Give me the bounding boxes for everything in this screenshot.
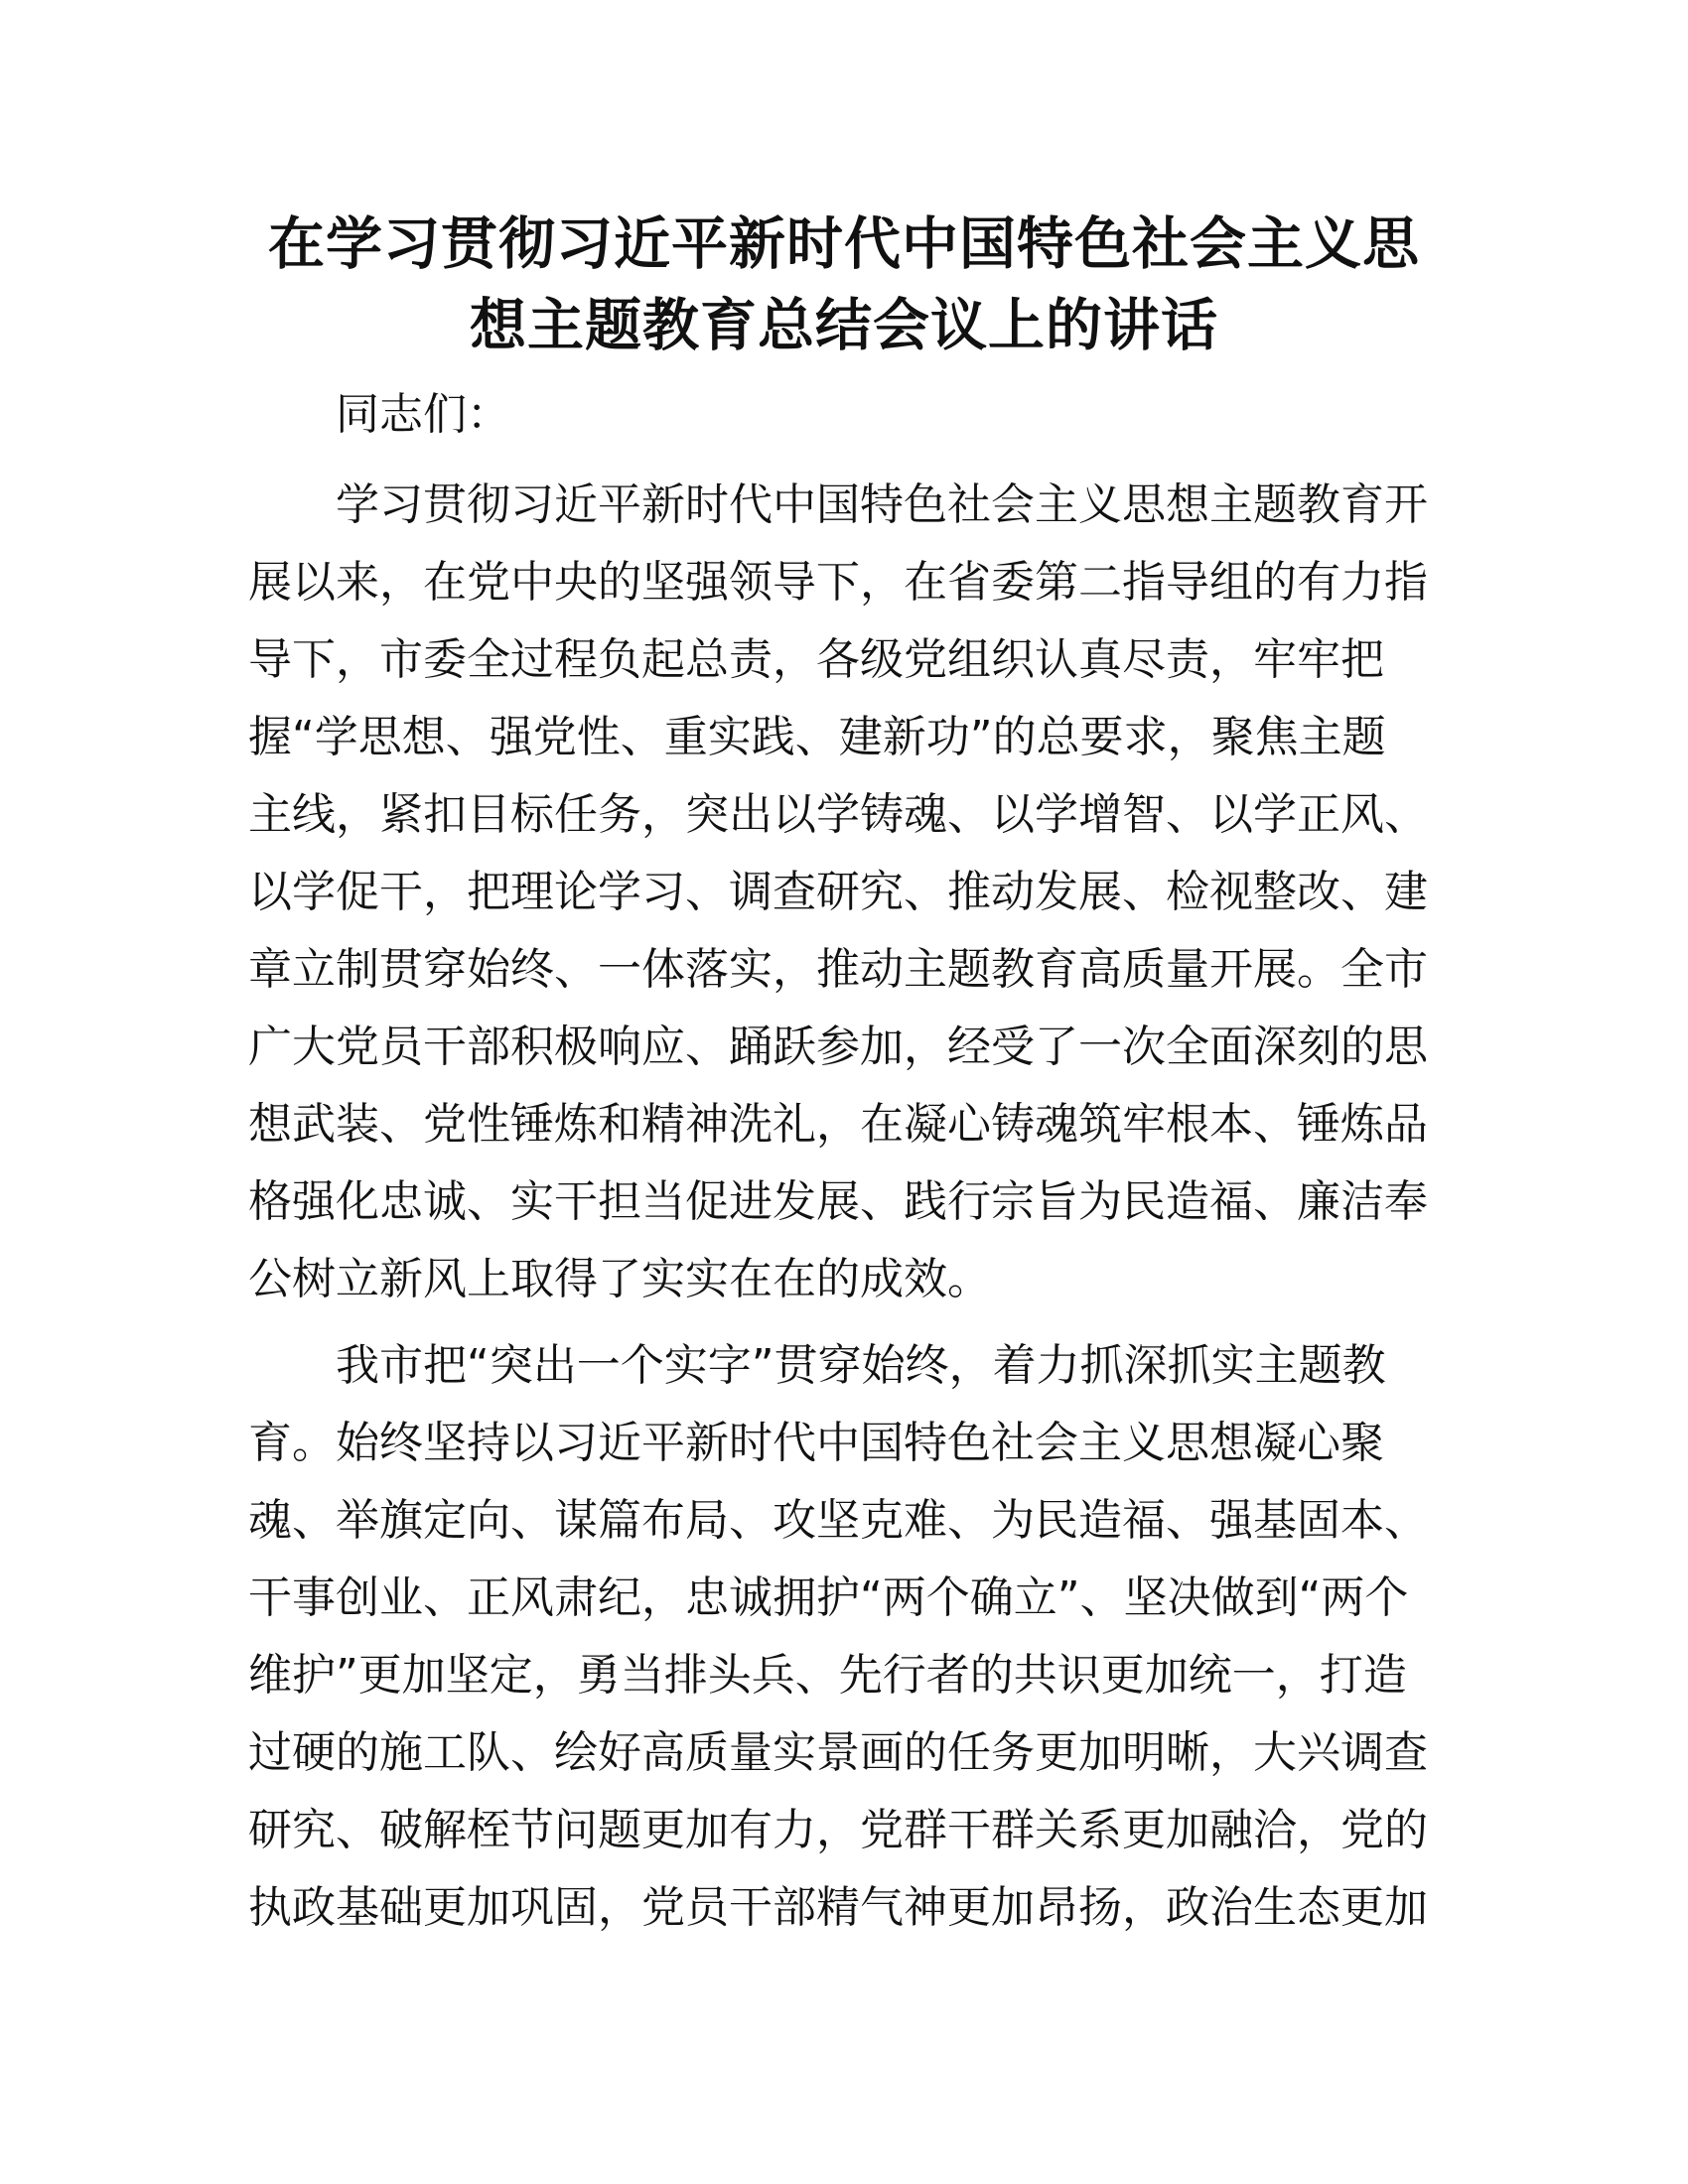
paragraph-line: 握“学思想、强党性、重实践、建新功”的总要求，聚焦主题 [248, 712, 1386, 762]
paragraph-line: 干事创业、正风肃纪，忠诚拥护“两个确立”、坚决做到“两个 [248, 1572, 1409, 1623]
paragraph-line: 以学促干，把理论学习、调查研究、推动发展、检视整改、建 [248, 867, 1428, 917]
paragraph-line: 主线，紧扣目标任务，突出以学铸魂、以学增智、以学正风、 [248, 789, 1428, 840]
paragraph-line: 执政基础更加巩固，党员干部精气神更加昂扬，政治生态更加 [248, 1882, 1428, 1933]
paragraph-line: 研究、破解桎节问题更加有力，党群干群关系更加融洽，党的 [248, 1805, 1428, 1855]
paragraph-line: 维护”更加坚定，勇当排头兵、先行者的共识更加统一，打造 [248, 1650, 1407, 1701]
paragraph-line: 育。始终坚持以习近平新时代中国特色社会主义思想凝心聚 [248, 1418, 1384, 1468]
paragraph-line: 我市把“突出一个实字”贯穿始终，着力抓深抓实主题教 [336, 1340, 1386, 1391]
paragraph-line: 广大党员干部积极响应、踊跃参加，经受了一次全面深刻的思 [248, 1022, 1428, 1072]
title-line: 在学习贯彻习近平新时代中国特色社会主义思 [268, 211, 1420, 277]
paragraph-line: 公树立新风上取得了实实在在的成效。 [248, 1254, 991, 1304]
greeting: 同志们： [336, 389, 510, 440]
paragraph-line: 章立制贯穿始终、一体落实，推动主题教育高质量开展。全市 [248, 944, 1428, 995]
paragraph-line: 学习贯彻习近平新时代中国特色社会主义思想主题教育开 [336, 479, 1428, 530]
paragraph-line: 导下，市委全过程负起总责，各级党组织认真尽责，牢牢把 [248, 634, 1384, 685]
paragraph-line: 魂、举旗定向、谋篇布局、攻坚克难、为民造福、强基固本、 [248, 1495, 1428, 1546]
paragraph-line: 想武装、党性锤炼和精神洗礼，在凝心铸魂筑牢根本、锤炼品 [248, 1099, 1428, 1150]
paragraph-1 [248, 467, 1440, 1318]
title-line: 想主题教育总结会议上的讲话 [470, 293, 1218, 358]
document-title [248, 204, 1440, 366]
paragraph-line: 展以来，在党中央的坚强领导下，在省委第二指导组的有力指 [248, 557, 1428, 608]
paragraph-line: 格强化忠诚、实干担当促进发展、践行宗旨为民造福、廉洁奉 [248, 1176, 1428, 1227]
paragraph-2 [248, 1327, 1440, 1947]
paragraph-line: 过硬的施工队、绘好高质量实景画的任务更加明晰，大兴调查 [248, 1727, 1428, 1778]
